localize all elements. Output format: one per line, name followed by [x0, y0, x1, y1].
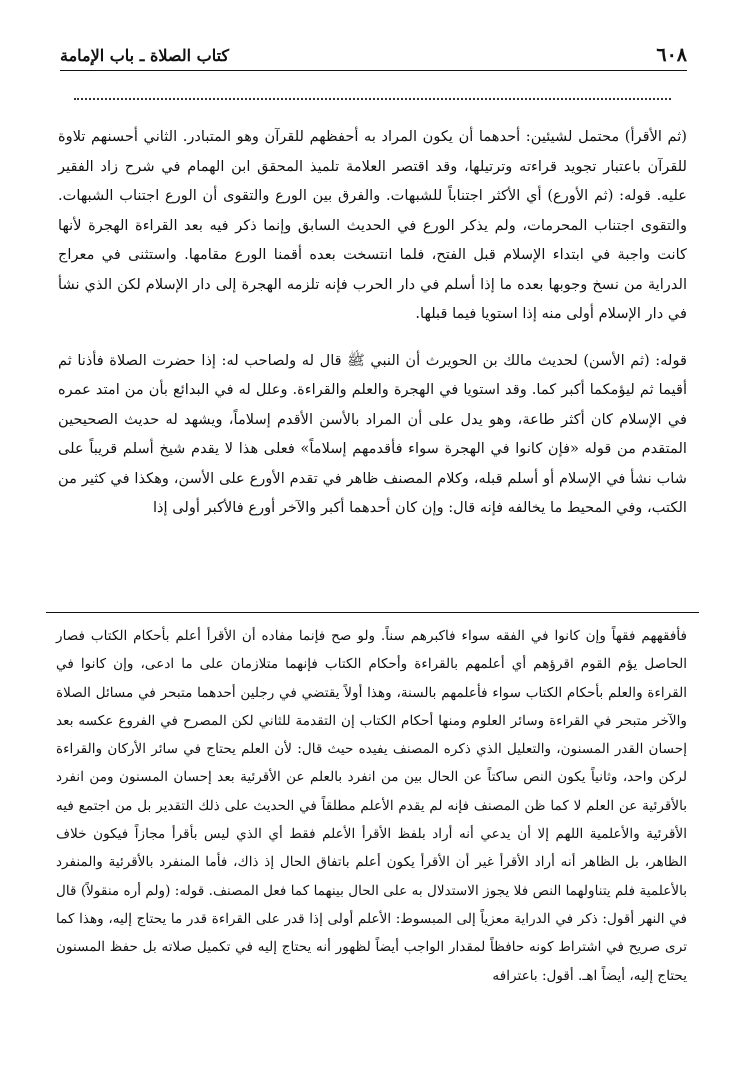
commentary-paragraph: (ثم الأقرأ) محتمل لشيئين: أحدهما أن يكون المراد به أحفظهم للقرآن وهو المتبادر. الثاني أحسنهم تلاوة للقرآن باعتبار تجويد قراءته وترتيلها، وقد اقتصر العلامة تلميذ المحقق ابن الهمام في شرح زاد الفقير عليه. قوله: (ثم الأورع) أي الأكثر اجتناباً للشبهات. والفرق بين الورع والتقوى أن الورع اجتناب الشبهات. والتقوى اجتناب المحرمات، ولم يذكر الورع في الحديث السابق وإنما ذكر فيه بعد القراءة الهجرة لأنها كانت واجبة في ابتداء الإسلام قبل الفتح، فلما انتسخت بعده أقمنا الورع مقامها. واستثنى في معراج الدراية من نسخ وجوبها بعده ما إذا أسلم في دار الحرب فإنه تلزمه الهجرة إلى دار الإسلام لكن الذي نشأ في دار الإسلام أولى منه إذا استويا فيما قبلها.	[58, 128, 687, 322]
running-title: كتاب الصلاة ـ باب الإمامة	[60, 45, 230, 65]
page-number: ٦٠٨	[656, 44, 687, 66]
footnote-section	[56, 622, 687, 990]
commentary-paragraph: قوله: (ثم الأسن) لحديث مالك بن الحويرث أن النبي ﷺ قال له ولصاحب له: إذا حضرت الصلاة فأذنا ثم أقيما ثم ليؤمكما أكبر كما. وقد استويا في الهجرة والعلم والقراءة. وعلل له في البدائع بأن من امتد عمره في الإسلام كان أكثر طاعة، وهو يدل على أن المراد بالأسن الأقدم إسلاماً، ويشهد له حديث الصحيحين المتقدم من قوله «فإن كانوا في الهجرة سواء فأقدمهم إسلاماً» فعلى هذا لا يقدم شيخ أسلم قريباً على شاب نشأ في الإسلام أو أسلم قبله، وكلام المصنف ظاهر في تقدم الأورع على الأسن، وهكذا في كثير من الكتب، وفي المحيط ما يخالفه فإنه قال: وإن كان أحدهما أكبر والآخر أورع فالأكبر أولى إذا	[58, 351, 687, 516]
page-header	[60, 40, 687, 71]
footnote-paragraph: فأفقههم فقهاً وإن كانوا في الفقه سواء فاكبرهم سناً. ولو صح فإنما مفاده أن الأقرأ أعلم بأحكام الكتاب فصار الحاصل يؤم القوم اقرؤهم أي أعلمهم بالقراءة وأحكام الكتاب فإنهما متلازمان على ما ادعى، وإن كانوا في القراءة والعلم بأحكام الكتاب سواء فأعلمهم بالسنة، وهذا أولاً يقتضي في رجلين أحدهما متبحر في مسائل الصلاة والآخر متبحر في القراءة وسائر العلوم ومنها أحكام الكتاب إن التقدمة للثاني لكن المصرح في الفروع عكسه بعد إحسان القدر المسنون، والتعليل الذي ذكره المصنف يفيده حيث قال: لأن العلم يحتاج في سائر الأركان والقراءة لركن واحد، وثانياً يكون النص ساكتاً عن الحال بين من انفرد بالعلم عن الأقرئية بعد إحسان المسنون ومن انفرد بالأقرئية عن العلم لا كما ظن المصنف فإنه لم يقدم الأعلم مطلقاً في الحديث على ذلك التقدير بل من اجتمع فيه الأقرئية والأعلمية اللهم إلا أن يدعي أنه أراد بلفظ الأقرأ الأعلم فقط أي الذي ليس بأقرأ مجازاً فيكون خلاف الظاهر، بل الظاهر أنه أراد الأقرأ غير أن الأقرأ يكون أعلم باتفاق الحال إذ ذاك، فأما المنفرد بالأقرئية والمنفرد بالأعلمية فلم يتناولهما النص فلا يجوز الاستدلال به على الحال بينهما كما فعل المصنف. قوله: (ولم أره منقولاً) قال في النهر أقول: ذكر في الدراية معزياً إلى المبسوط: الأعلم أولى إذا قدر على القراءة قدر ما يحتاج إليه، وهذا كما ترى صريح في اشتراط كونه حافظاً لمقدار الواجب أيضاً لظهور أنه يحتاج إليه في تكميل صلاته بل حفظ المسنون يحتاج إليه، أيضاً اهـ. أقول: باعترافه	[56, 628, 687, 984]
commentary-text	[58, 122, 687, 523]
dotted-separator	[74, 84, 671, 100]
footnote-divider	[46, 612, 699, 613]
